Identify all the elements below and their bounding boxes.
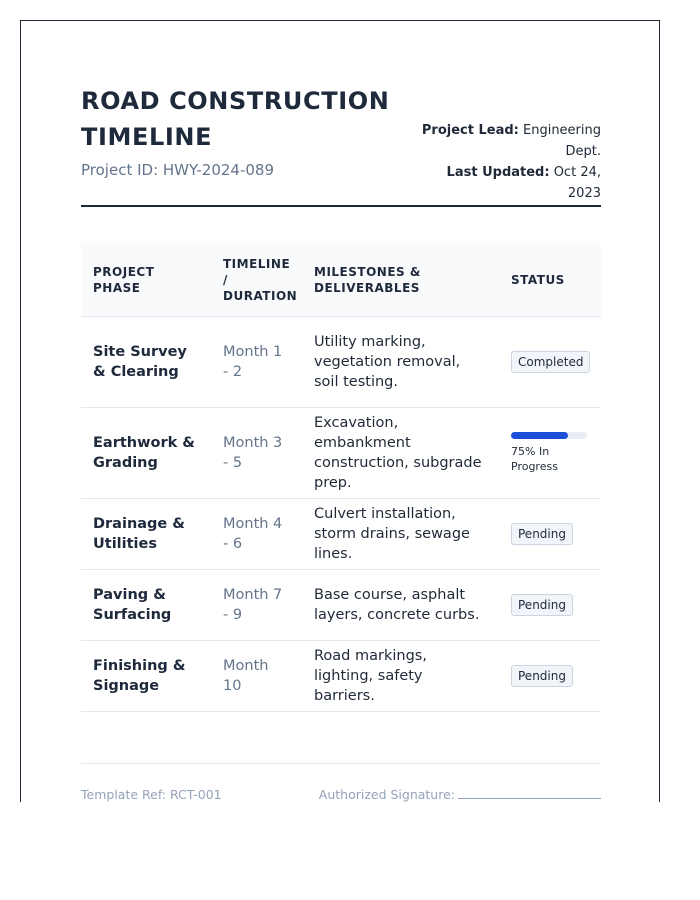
project-lead <box>411 120 601 162</box>
project-meta <box>411 120 601 204</box>
column-header-milestones: MILESTONES & DELIVERABLES <box>302 243 499 317</box>
signature-label: Authorized Signature: <box>318 787 455 802</box>
milestone-cell: Road markings, lighting, safety barriers. <box>302 641 499 712</box>
timeline-cell: Month 4 - 6 <box>211 499 302 570</box>
milestone-cell: Excavation, embankment construction, subgrade prep. <box>302 408 499 499</box>
progress-label: 75% In Progress <box>511 445 558 473</box>
status-badge: Pending <box>511 665 573 687</box>
timeline-cell: Month 10 <box>211 641 302 712</box>
phase-cell: Drainage & Utilities <box>81 499 211 570</box>
project-lead-label: Project Lead: <box>421 123 519 138</box>
status-cell <box>499 570 601 641</box>
status-cell <box>499 641 601 712</box>
signature-line <box>458 788 601 799</box>
status-badge: Completed <box>511 351 590 373</box>
document-header <box>81 83 601 207</box>
milestone-cell: Base course, asphalt layers, concrete curbs. <box>302 570 499 641</box>
timeline-cell: Month 7 - 9 <box>211 570 302 641</box>
status-badge: Pending <box>511 594 573 616</box>
table-row <box>81 499 601 570</box>
milestone-cell: Utility marking, vegetation removal, soil testing. <box>302 317 499 408</box>
phase-cell: Earthwork & Grading <box>81 408 211 499</box>
timeline-cell: Month 1 - 2 <box>211 317 302 408</box>
table-row <box>81 641 601 712</box>
column-header-status: STATUS <box>499 243 601 317</box>
timeline-table <box>81 243 601 712</box>
status-cell <box>499 499 601 570</box>
last-updated-label: Last Updated: <box>446 165 550 180</box>
phase-cell: Site Survey & Clearing <box>81 317 211 408</box>
phase-cell: Paving & Surfacing <box>81 570 211 641</box>
progress-bar <box>511 432 587 439</box>
signature-field <box>319 787 601 802</box>
status-badge: Pending <box>511 523 573 545</box>
progress-bar-fill <box>511 432 568 439</box>
table-row <box>81 408 601 499</box>
last-updated-value: Oct 24, 2023 <box>553 165 601 201</box>
template-ref: Template Ref: RCT-001 <box>81 787 222 802</box>
column-header-phase: PROJECT PHASE <box>81 243 211 317</box>
project-id: Project ID: HWY-2024-089 <box>81 161 275 179</box>
last-updated <box>411 162 601 204</box>
status-cell <box>499 317 601 408</box>
page-title: ROAD CONSTRUCTION TIMELINE <box>81 87 390 151</box>
document-page <box>20 20 660 802</box>
document-footer <box>81 763 601 802</box>
timeline-cell: Month 3 - 5 <box>211 408 302 499</box>
table-row <box>81 570 601 641</box>
milestone-cell: Culvert installation, storm drains, sewage lines. <box>302 499 499 570</box>
column-header-timeline: TIMELINE / DURATION <box>211 243 302 317</box>
table-row <box>81 317 601 408</box>
table-header-row <box>81 243 601 317</box>
status-cell <box>499 408 601 499</box>
phase-cell: Finishing & Signage <box>81 641 211 712</box>
project-lead-value: Engineering Dept. <box>523 123 601 159</box>
